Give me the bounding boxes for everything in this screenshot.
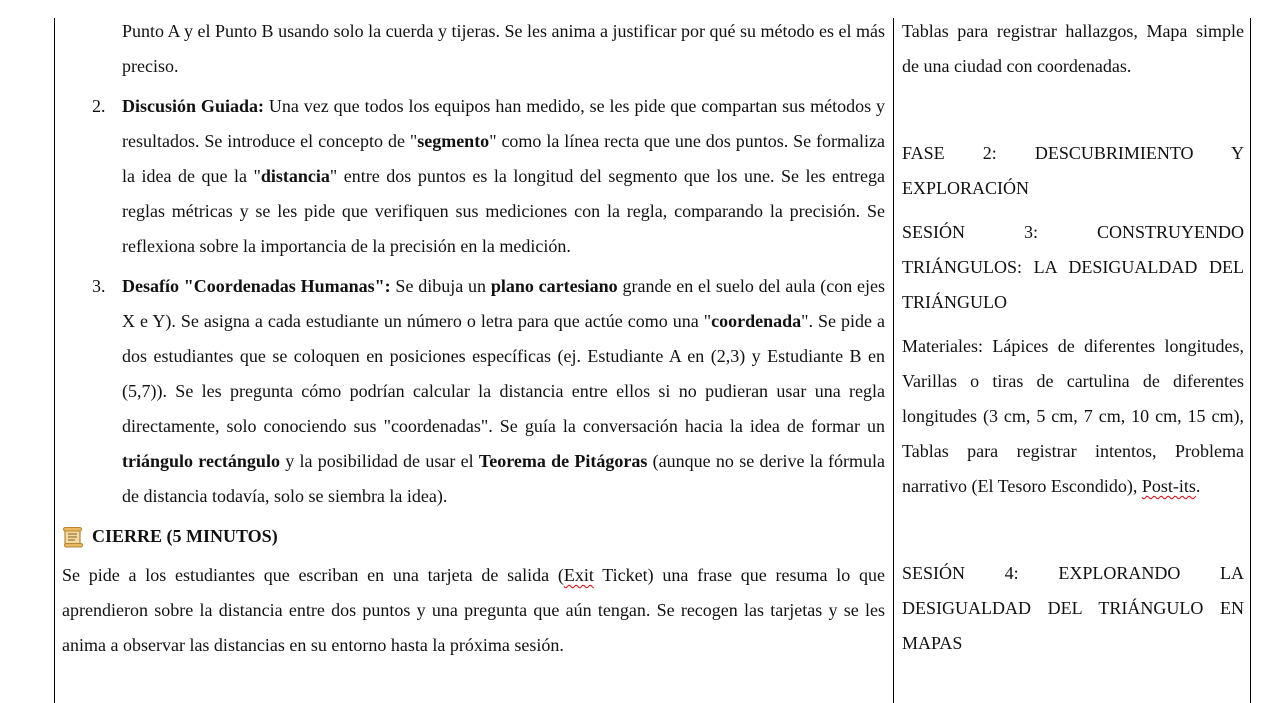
text-run: Una vez que todos los equipos han medido, se les pide que compartan sus métodos y resultados. Se introduce el concepto de " bbox=[122, 96, 885, 151]
bold-term: triángulo rectángulo bbox=[122, 451, 280, 471]
closing-heading bbox=[62, 519, 885, 554]
materials-continuation: Tablas para registrar hallazgos, Mapa simple de una ciudad con coordenadas. bbox=[902, 21, 1244, 76]
closing-paragraph bbox=[62, 558, 885, 663]
list-item-text bbox=[122, 89, 885, 264]
list-item-text bbox=[122, 269, 885, 514]
bold-term: coordenada bbox=[711, 311, 802, 331]
text-run: " como la línea recta que une dos puntos. Se formaliza la idea de que la " bbox=[122, 131, 885, 186]
text-run: Se pide a los estudiantes que escriban en una tarjeta de salida ( bbox=[62, 565, 564, 585]
item-title: Desafío "Coordenadas Humanas": bbox=[122, 276, 391, 296]
text-run: . bbox=[1195, 476, 1201, 496]
spellcheck-word[interactable]: Post-its bbox=[1141, 476, 1196, 496]
text-run: " entre dos puntos es la longitud del segmento que los une. Se les entrega reglas métricas y se les pide que verifiquen sus mediciones con la regla, comparando la precisión. Se reflexiona sobre la importancia de la precisión en la medición. bbox=[122, 166, 885, 256]
list-item-1-continuation: Punto A y el Punto B usando solo la cuerda y tijeras. Se les anima a justificar por qué su método es el más preciso. bbox=[122, 21, 885, 76]
left-column bbox=[62, 14, 885, 663]
list-number: 3. bbox=[92, 276, 106, 296]
text-run: Ticket) una frase que resuma lo que aprendieron sobre la distancia entre dos puntos y una pregunta que aún tengan. Se recogen las tarjetas y se les anima a observar las distancias en su entorno hasta la próxima sesión. bbox=[62, 565, 885, 655]
bold-term: Teorema de Pitágoras bbox=[478, 451, 648, 471]
session-3-materials bbox=[902, 329, 1244, 504]
bold-term: plano cartesiano bbox=[490, 276, 618, 296]
list-item-3 bbox=[62, 269, 885, 514]
scroll-icon bbox=[62, 526, 84, 548]
spellcheck-word[interactable]: Exit bbox=[563, 565, 594, 585]
list-item-2 bbox=[62, 89, 885, 264]
item-title: Discusión Guiada: bbox=[122, 96, 264, 116]
text-run: y la posibilidad de usar el bbox=[279, 451, 479, 471]
text-run: Se dibuja un bbox=[390, 276, 491, 296]
closing-heading-text: CIERRE (5 MINUTOS) bbox=[92, 526, 278, 546]
table-right-border bbox=[1250, 18, 1251, 703]
phase-heading: FASE 2: DESCUBRIMIENTO Y EXPLORACIÓN bbox=[902, 143, 1244, 198]
text-run: grande en el suelo del aula (con ejes X e Y). Se asigna a cada estudiante un número o letra para que actúe como una " bbox=[122, 276, 885, 331]
bold-term: segmento bbox=[417, 131, 490, 151]
list-number: 2. bbox=[92, 96, 106, 116]
text-run: (aunque no se derive la fórmula de distancia todavía, solo se siembra la idea). bbox=[122, 451, 885, 506]
table-column-divider bbox=[893, 18, 894, 703]
text-run: Materiales: Lápices de diferentes longitudes, Varillas o tiras de cartulina de diferentes longitudes (3 cm, 5 cm, 7 cm, 10 cm, 15 cm), Tablas para registrar intentos, Problema narrativo (El Tesoro Escondido), bbox=[902, 336, 1244, 496]
right-column bbox=[902, 14, 1244, 661]
session-4-heading: SESIÓN 4: EXPLORANDO LA DESIGUALDAD DEL TRIÁNGULO EN MAPAS bbox=[902, 563, 1244, 653]
bold-term: distancia bbox=[260, 166, 330, 186]
session-3-heading: SESIÓN 3: CONSTRUYENDO TRIÁNGULOS: LA DESIGUALDAD DEL TRIÁNGULO bbox=[902, 222, 1244, 312]
text-run: ". Se pide a dos estudiantes que se coloquen en posiciones específicas (ej. Estudiante A en (2,3) y Estudiante B en (5,7)). Se les pregunta cómo podrían calcular la distancia entre ellos si no pudieran usar una regla directamente, solo conociendo sus "coordenadas". Se guía la conversación hacia la idea de formar un bbox=[122, 311, 886, 436]
table-left-border bbox=[54, 18, 55, 703]
